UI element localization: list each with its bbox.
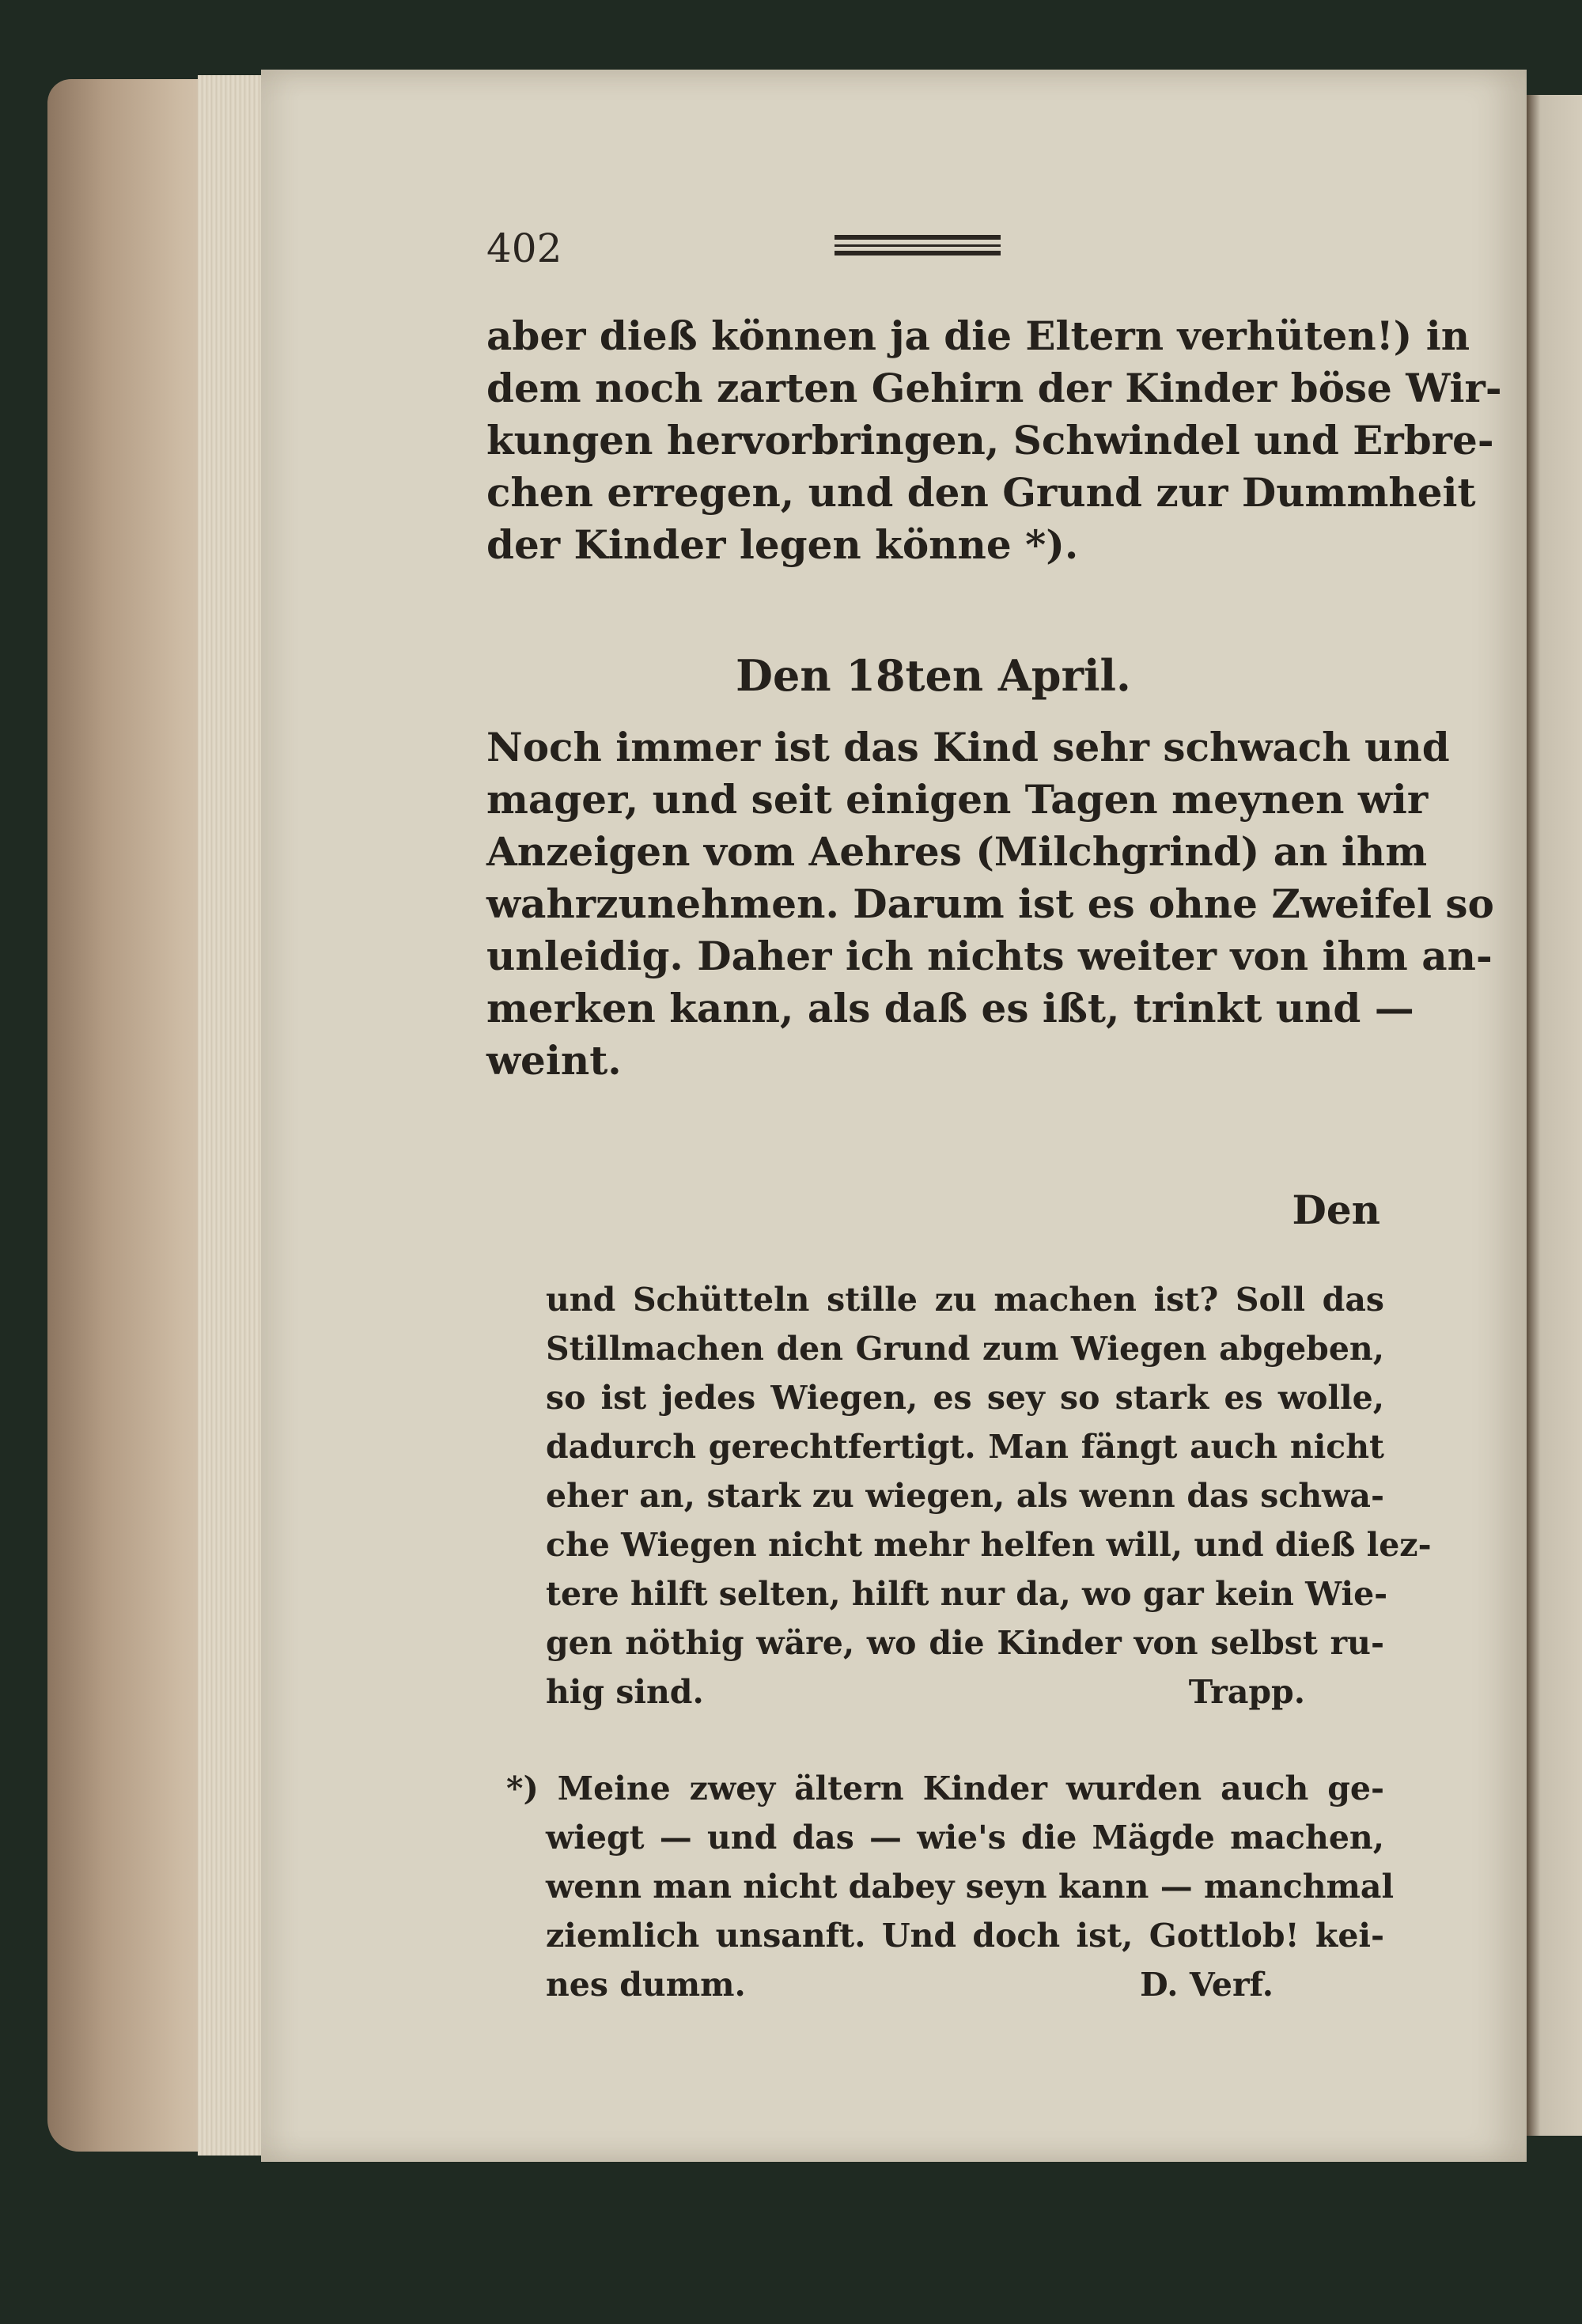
text-line: merken kann, als daß es ißt, trinkt und — [486,985,1414,1031]
text-line: wahrzunehmen. Darum ist es ohne Zweifel so [486,880,1494,927]
text-line: unleidig. Daher ich nichts weiter von ihm an- [486,933,1493,979]
footnote-last-text: hig sind. [546,1673,704,1711]
text-line: aber dieß können ja die Eltern verhüten!) in [486,312,1470,359]
footnote-line: wenn man nicht dabey seyn kann — manchmal [546,1868,1395,1906]
header-rule [835,251,1001,255]
page-stack [198,75,269,2156]
text-line: Anzeigen vom Aehres (Milchgrind) an ihm [486,828,1428,875]
footnote [506,1764,1395,2009]
footnote-line: tere hilft selten, hilft nur da, wo gar kein Wie- [546,1575,1388,1613]
footnote-line: ziemlich unsanft. Und doch ist, Gottlob! kei- [546,1917,1384,1955]
footnote-first-text: Meine zwey ältern Kinder wurden auch ge- [557,1769,1385,1807]
section-heading: Den 18ten April. [736,650,1131,701]
footnote-line: gen nöthig wäre, wo die Kinder von selbst ru- [546,1624,1384,1662]
footnote-line [546,1960,1384,2009]
footnote-signature: Trapp. [1188,1673,1305,1711]
footnote-marker: *) [506,1769,539,1807]
text-line: der Kinder legen könne *). [486,521,1079,568]
footnote-line: und Schütteln stille zu machen ist? Soll das [546,1281,1384,1319]
footnote-line: eher an, stark zu wiegen, als wenn das schwa- [546,1477,1384,1515]
footnote-line [546,1667,1384,1717]
text-line: weint. [486,1037,622,1084]
paragraph-block [486,721,1494,1087]
text-line: Noch immer ist das Kind sehr schwach und [486,724,1450,770]
header-rule [835,244,1001,247]
footnote-signature: D. Verf. [1140,1966,1274,2004]
footnote-line: che Wiegen nicht mehr helfen will, und dieß lez- [546,1526,1432,1564]
header-rule [835,235,1001,240]
text-line: mager, und seit einigen Tagen meynen wir [486,776,1429,823]
footnote-line: Stillmachen den Grund zum Wiegen abgeben, [546,1330,1384,1368]
footnote-line: so ist jedes Wiegen, es sey so stark es wolle, [546,1379,1384,1417]
facing-page-edge [1527,95,1582,2136]
footnote-last-text: nes dumm. [546,1966,746,2004]
footnote-continued [546,1275,1432,1717]
main-text-block [486,310,1502,571]
footnote-line: wiegt — und das — wie's die Mägde machen, [546,1819,1384,1857]
text-line: kungen hervorbringen, Schwindel und Erbre- [486,417,1494,464]
catchword: Den [1292,1187,1380,1233]
footnote-line [506,1764,1385,1813]
footnote-line: dadurch gerechtfertigt. Man fängt auch nicht [546,1428,1384,1466]
page-header [486,225,1396,273]
text-line: chen erregen, und den Grund zur Dummheit [486,469,1476,516]
text-line: dem noch zarten Gehirn der Kinder böse Wir- [486,365,1502,411]
page-number: 402 [486,225,562,271]
